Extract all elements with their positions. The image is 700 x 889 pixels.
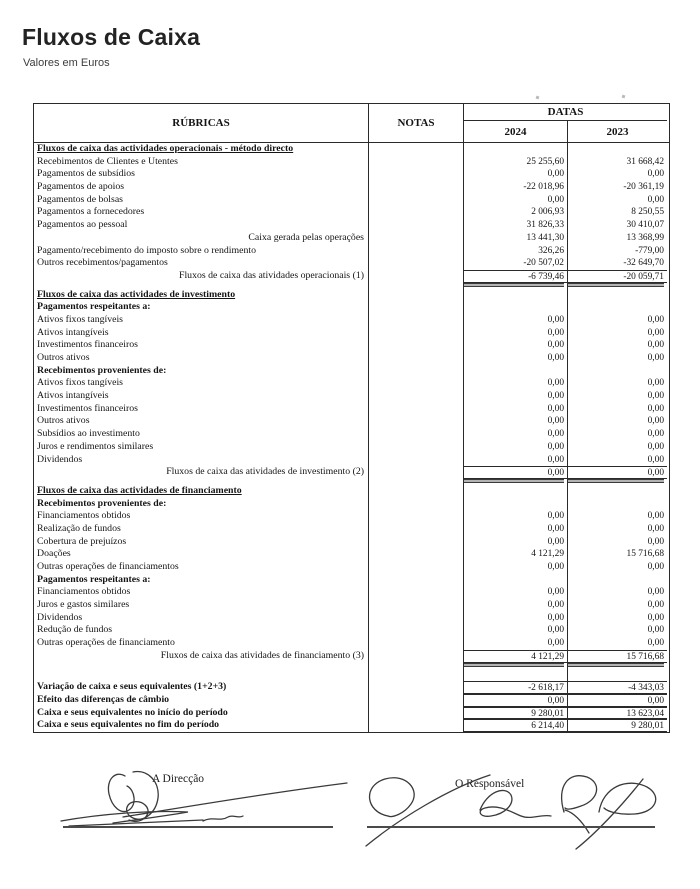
row-notas-cell: [369, 327, 464, 340]
row-notas-cell: [369, 694, 464, 707]
row-label: Caixa gerada pelas operações: [34, 232, 369, 245]
row-value-2023: 0,00: [647, 612, 664, 623]
table-row: [34, 466, 669, 479]
row-notas-cell: [369, 650, 464, 663]
row-value-2024: 0,00: [464, 624, 568, 637]
row-value-2024: 0,00: [464, 327, 568, 340]
row-value-2023: 0,00: [568, 694, 667, 707]
row-label: Pagamentos de apoios: [34, 181, 369, 194]
table-row: [34, 327, 669, 340]
row-label: Pagamentos de bolsas: [34, 194, 369, 207]
row-label: Financiamentos obtidos: [34, 510, 369, 523]
row-value-2024: 13 441,30: [464, 232, 568, 245]
signature-line-responsavel: [367, 826, 655, 828]
row-label: Investimentos financeiros: [34, 403, 369, 416]
header-year-2023: 2023: [606, 125, 629, 138]
table-row: [34, 352, 669, 365]
table-row: [34, 365, 669, 378]
row-value-2024: -6 739,46: [464, 270, 568, 283]
table-row: [34, 415, 669, 428]
table-row: [34, 707, 669, 720]
row-value-2024: 0,00: [464, 390, 568, 403]
row-value-2023: 0,00: [647, 353, 664, 363]
row-value-2024: 0,00: [464, 352, 568, 365]
row-notas-cell: [369, 441, 464, 454]
row-label: Pagamentos ao pessoal: [34, 219, 369, 232]
row-notas-cell: [369, 168, 464, 181]
page-title: Fluxos de Caixa: [22, 24, 201, 50]
row-value-2023: [568, 485, 667, 498]
row-label: Investimentos financeiros: [34, 339, 369, 352]
row-label: Fluxos de caixa das actividades operacionais - método directo: [34, 143, 369, 156]
table-row: [34, 377, 669, 390]
row-value-2023: 0,00: [568, 466, 667, 479]
row-value-2024: 0,00: [464, 599, 568, 612]
row-value-2023: [568, 301, 667, 314]
row-label: Fluxos de caixa das atividades de financiamento (3): [34, 650, 369, 663]
signature-scribble-responsavel: [358, 768, 668, 853]
table-row: [34, 681, 669, 694]
row-value-2024: [464, 574, 568, 587]
row-value-2023: -20 059,71: [568, 270, 667, 283]
table-row: [34, 536, 669, 549]
row-notas-cell: [369, 681, 464, 694]
table-row: [34, 485, 669, 498]
table-row: [34, 156, 669, 169]
table-row: [34, 314, 669, 327]
row-notas-cell: [369, 289, 464, 302]
row-value-2024: 0,00: [464, 168, 568, 181]
row-value-2023: 9 280,01: [568, 719, 667, 732]
row-label: Fluxos de caixa das atividades operacionais (1): [34, 270, 369, 283]
row-value-2023: [568, 143, 667, 156]
row-label: Pagamentos respeitantes a:: [34, 574, 369, 587]
table-row: [34, 289, 669, 302]
row-notas-cell: [369, 352, 464, 365]
row-label: Dividendos: [34, 612, 369, 625]
row-label: Variação de caixa e seus equivalentes (1+2+3): [34, 681, 369, 694]
row-notas-cell: [369, 390, 464, 403]
row-notas-cell: [369, 719, 464, 732]
table-row: [34, 586, 669, 599]
row-label: Fluxos de caixa das actividades de financiamento: [34, 485, 369, 498]
table-row: [34, 624, 669, 637]
row-value-2023: 0,00: [647, 378, 664, 389]
row-value-2024: -20 507,02: [464, 257, 568, 270]
double-rule-separator: [568, 663, 664, 667]
row-label: Juros e rendimentos similares: [34, 441, 369, 454]
page-subtitle: Valores em Euros: [23, 57, 110, 69]
row-notas-cell: [369, 301, 464, 314]
row-notas-cell: [369, 232, 464, 245]
row-label: [34, 669, 369, 682]
row-value-2024: -22 018,96: [464, 181, 568, 194]
table-row: [34, 270, 669, 283]
row-label: Ativos fixos tangíveis: [34, 314, 369, 327]
row-label: Outros ativos: [34, 352, 369, 365]
row-value-2023: 0,00: [647, 454, 664, 465]
row-notas-cell: [369, 466, 464, 479]
row-label: Dividendos: [34, 454, 369, 467]
row-value-2023: [568, 498, 667, 511]
row-label: Caixa e seus equivalentes no fim do período: [34, 719, 369, 732]
row-value-2023: -20 361,19: [623, 182, 664, 193]
row-value-2024: 0,00: [464, 523, 568, 536]
table-row: [34, 232, 669, 245]
double-rule-separator: [464, 479, 564, 483]
row-label: Pagamento/recebimento do imposto sobre o rendimento: [34, 245, 369, 258]
row-notas-cell: [369, 156, 464, 169]
table-row: [34, 339, 669, 352]
table-header: [34, 104, 669, 143]
row-value-2024: 31 826,33: [464, 219, 568, 232]
row-value-2023: 15 716,68: [626, 549, 664, 560]
row-value-2023: 15 716,68: [568, 650, 667, 663]
cashflow-statement-table: [33, 103, 670, 733]
row-label: Outras operações de financiamentos: [34, 561, 369, 574]
row-label: Outros ativos: [34, 415, 369, 428]
double-rule-separator: [568, 479, 664, 483]
table-row: [34, 257, 669, 270]
row-label: Financiamentos obtidos: [34, 586, 369, 599]
row-notas-cell: [369, 365, 464, 378]
table-row: [34, 181, 669, 194]
row-label: Cobertura de prejuízos: [34, 536, 369, 549]
table-row: [34, 428, 669, 441]
row-label: Pagamentos de subsídios: [34, 168, 369, 181]
row-value-2024: 0,00: [464, 377, 568, 390]
row-value-2024: 0,00: [464, 536, 568, 549]
row-notas-cell: [369, 194, 464, 207]
row-value-2023: -4 343,03: [568, 681, 667, 694]
row-notas-cell: [369, 624, 464, 637]
row-value-2023: [568, 289, 667, 302]
row-value-2023: 0,00: [647, 511, 664, 522]
row-notas-cell: [369, 403, 464, 416]
row-value-2024: 0,00: [464, 466, 568, 479]
row-value-2023: 0,00: [647, 536, 664, 547]
row-notas-cell: [369, 498, 464, 511]
row-notas-cell: [369, 257, 464, 270]
double-rule-separator: [464, 283, 564, 287]
row-notas-cell: [369, 339, 464, 352]
table-row: [34, 599, 669, 612]
row-notas-cell: [369, 454, 464, 467]
table-row: [34, 194, 669, 207]
row-value-2023: 0,00: [647, 194, 664, 205]
row-label: Ativos fixos tangíveis: [34, 377, 369, 390]
row-value-2023: 0,00: [647, 416, 664, 427]
row-value-2024: [464, 498, 568, 511]
row-value-2023: 0,00: [647, 314, 664, 325]
header-rubricas: RÚBRICAS: [34, 104, 369, 142]
row-notas-cell: [369, 637, 464, 650]
row-notas-cell: [369, 561, 464, 574]
header-datas: DATAS: [464, 104, 667, 121]
table-row: [34, 694, 669, 707]
row-value-2024: 0,00: [464, 454, 568, 467]
row-value-2023: -779,00: [635, 245, 664, 256]
row-value-2024: 0,00: [464, 441, 568, 454]
table-row: [34, 498, 669, 511]
signature-label-responsavel: O Responsável: [455, 778, 525, 790]
row-value-2023: 0,00: [647, 441, 664, 452]
row-label: Ativos intangíveis: [34, 390, 369, 403]
row-notas-cell: [369, 415, 464, 428]
table-row: [34, 523, 669, 536]
row-value-2023: 0,00: [647, 327, 664, 338]
row-label: Realização de fundos: [34, 523, 369, 536]
row-label: Juros e gastos similares: [34, 599, 369, 612]
table-row: [34, 548, 669, 561]
table-row: [34, 561, 669, 574]
row-notas-cell: [369, 548, 464, 561]
table-row: [34, 301, 669, 314]
row-value-2023: 0,00: [647, 391, 664, 402]
row-value-2024: 0,00: [464, 428, 568, 441]
row-label: Outras operações de financiamento: [34, 637, 369, 650]
table-row: [34, 650, 669, 663]
row-notas-cell: [369, 707, 464, 720]
row-value-2024: 0,00: [464, 612, 568, 625]
row-notas-cell: [369, 669, 464, 682]
row-value-2024: 0,00: [464, 510, 568, 523]
row-value-2024: -2 618,17: [464, 681, 568, 694]
table-row: [34, 510, 669, 523]
row-value-2024: 2 006,93: [464, 206, 568, 219]
row-value-2023: 0,00: [647, 169, 664, 180]
row-notas-cell: [369, 377, 464, 390]
table-body: [34, 143, 669, 732]
scan-artifact: [622, 95, 626, 99]
row-label: Recebimentos provenientes de:: [34, 498, 369, 511]
scan-artifact: [536, 96, 540, 100]
row-label: Pagamentos a fornecedores: [34, 206, 369, 219]
table-row: [34, 390, 669, 403]
row-label: Fluxos de caixa das actividades de investimento: [34, 289, 369, 302]
row-notas-cell: [369, 245, 464, 258]
row-value-2023: 0,00: [647, 638, 664, 649]
row-notas-cell: [369, 219, 464, 232]
row-value-2023: 0,00: [647, 625, 664, 636]
row-value-2024: 0,00: [464, 694, 568, 707]
row-label: Fluxos de caixa das atividades de investimento (2): [34, 466, 369, 479]
double-rule-separator: [464, 663, 564, 667]
row-value-2023: 0,00: [647, 523, 664, 534]
table-row: [34, 669, 669, 682]
row-value-2023: 0,00: [647, 429, 664, 440]
table-row: [34, 454, 669, 467]
row-value-2023: 0,00: [647, 562, 664, 572]
row-notas-cell: [369, 485, 464, 498]
row-value-2023: [568, 669, 667, 682]
signature-line-direcao: [63, 826, 333, 828]
row-value-2023: 13 368,99: [626, 232, 664, 243]
row-value-2024: [464, 143, 568, 156]
row-notas-cell: [369, 586, 464, 599]
row-label: Outros recebimentos/pagamentos: [34, 257, 369, 270]
row-value-2024: 0,00: [464, 586, 568, 599]
row-value-2023: [568, 574, 667, 587]
table-row: [34, 206, 669, 219]
row-value-2023: 13 623,04: [568, 707, 667, 720]
row-label: Efeito das diferenças de câmbio: [34, 694, 369, 707]
signature-scribble-direcao: [55, 764, 355, 834]
row-notas-cell: [369, 428, 464, 441]
table-row: [34, 441, 669, 454]
row-label: Recebimentos provenientes de:: [34, 365, 369, 378]
double-rule-separator: [568, 283, 664, 287]
row-value-2024: 4 121,29: [464, 650, 568, 663]
row-notas-cell: [369, 270, 464, 283]
row-notas-cell: [369, 181, 464, 194]
table-row: [34, 719, 669, 732]
row-label: Pagamentos respeitantes a:: [34, 301, 369, 314]
row-value-2024: 0,00: [464, 415, 568, 428]
row-value-2023: -32 649,70: [623, 258, 664, 269]
row-label: Redução de fundos: [34, 624, 369, 637]
row-value-2023: 0,00: [647, 403, 664, 414]
row-value-2023: 30 410,07: [626, 220, 664, 231]
row-notas-cell: [369, 599, 464, 612]
row-notas-cell: [369, 612, 464, 625]
row-value-2024: 4 121,29: [464, 548, 568, 561]
row-value-2024: [464, 669, 568, 682]
row-value-2024: 0,00: [464, 339, 568, 352]
row-value-2023: 0,00: [647, 600, 664, 611]
row-value-2024: 0,00: [464, 561, 568, 574]
table-row: [34, 574, 669, 587]
header-year-2024: 2024: [464, 121, 568, 142]
row-notas-cell: [369, 314, 464, 327]
row-notas-cell: [369, 523, 464, 536]
row-label: Recebimentos de Clientes e Utentes: [34, 156, 369, 169]
row-notas-cell: [369, 574, 464, 587]
row-notas-cell: [369, 143, 464, 156]
row-value-2024: 0,00: [464, 637, 568, 650]
row-value-2024: [464, 485, 568, 498]
table-row: [34, 612, 669, 625]
table-row: [34, 403, 669, 416]
row-value-2023: 0,00: [647, 340, 664, 351]
row-label: Doações: [34, 548, 369, 561]
header-notas: NOTAS: [369, 104, 464, 142]
table-row: [34, 219, 669, 232]
table-row: [34, 143, 669, 156]
row-value-2024: 326,26: [464, 245, 568, 258]
signature-label-direcao: A Direcção: [152, 773, 205, 785]
row-value-2023: 31 668,42: [626, 156, 664, 167]
table-row: [34, 245, 669, 258]
table-row: [34, 168, 669, 181]
row-value-2024: [464, 365, 568, 378]
row-value-2023: [568, 365, 667, 378]
row-value-2024: [464, 289, 568, 302]
row-value-2024: 9 280,01: [464, 707, 568, 720]
row-value-2024: 0,00: [464, 403, 568, 416]
row-notas-cell: [369, 206, 464, 219]
row-notas-cell: [369, 510, 464, 523]
table-row: [34, 637, 669, 650]
row-value-2024: [464, 301, 568, 314]
row-value-2024: 0,00: [464, 194, 568, 207]
row-value-2023: 0,00: [647, 587, 664, 598]
row-label: Caixa e seus equivalentes no início do período: [34, 707, 369, 720]
row-value-2024: 0,00: [464, 314, 568, 327]
row-value-2023: 8 250,55: [631, 207, 664, 218]
row-label: Ativos intangíveis: [34, 327, 369, 340]
row-value-2024: 6 214,40: [464, 719, 568, 732]
row-label: Subsídios ao investimento: [34, 428, 369, 441]
row-notas-cell: [369, 536, 464, 549]
row-value-2024: 25 255,60: [464, 156, 568, 169]
